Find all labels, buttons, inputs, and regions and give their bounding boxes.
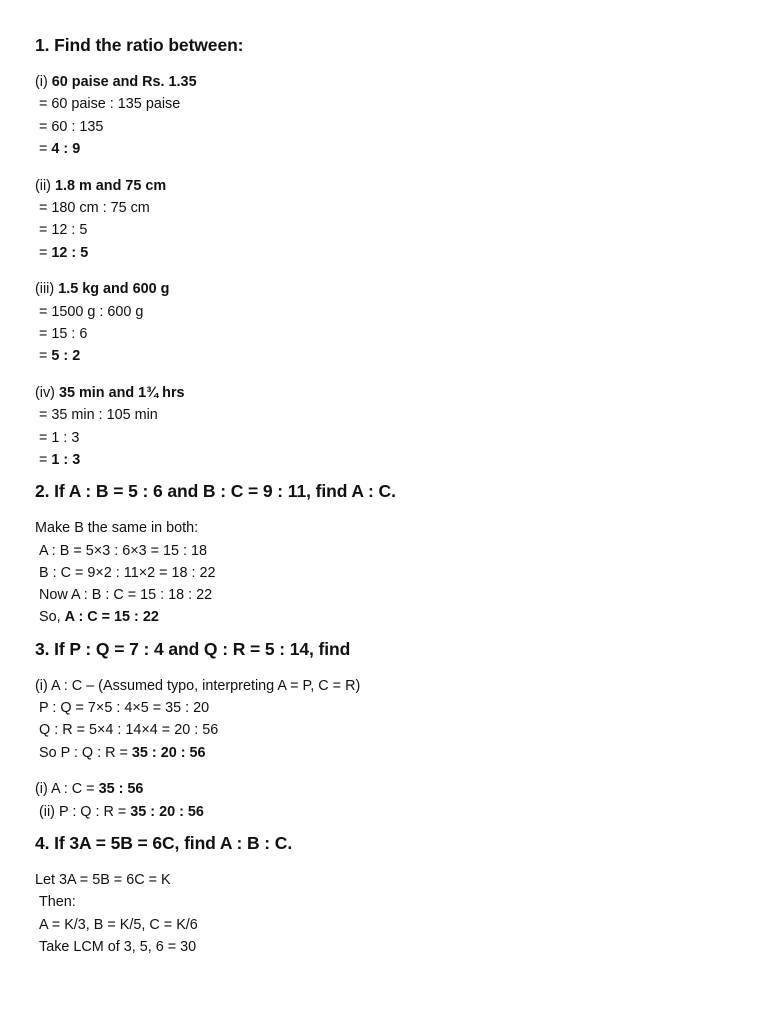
answer-prefix: = bbox=[39, 451, 52, 468]
part-heading-text: 60 paise and Rs. 1.35 bbox=[51, 74, 197, 90]
solution-step: = 12 : 5 bbox=[39, 222, 88, 239]
worksheet bbox=[35, 33, 735, 958]
result-value: 35 : 20 : 56 bbox=[130, 803, 204, 820]
part-label: (ii) bbox=[35, 177, 55, 194]
answer: 12 : 5 bbox=[51, 244, 89, 261]
solution-step: Take LCM of 3, 5, 6 = 30 bbox=[39, 938, 197, 955]
result-prefix: (i) A : C = bbox=[35, 781, 99, 798]
question-4-title: 4. If 3A = 5B = 6C, find A : B : C. bbox=[35, 833, 293, 854]
result-value: 35 : 56 bbox=[98, 781, 144, 798]
solution-step: P : Q = 7×5 : 4×5 = 35 : 20 bbox=[39, 700, 210, 717]
solution-step: = 15 : 6 bbox=[39, 325, 88, 342]
part-label: (iii) bbox=[35, 281, 59, 298]
q1-part-iv bbox=[35, 382, 735, 471]
solution-step: = 60 : 135 bbox=[39, 118, 104, 135]
part-heading bbox=[35, 175, 735, 197]
answer-line bbox=[35, 742, 735, 764]
answer-prefix: = bbox=[39, 140, 52, 157]
answer-line bbox=[35, 449, 735, 471]
q4-solution bbox=[35, 869, 735, 958]
q1-part-i bbox=[35, 71, 735, 160]
q3-solution bbox=[35, 675, 735, 764]
answer: 4 : 9 bbox=[51, 140, 81, 157]
q1-part-ii bbox=[35, 175, 735, 264]
answer-line bbox=[35, 345, 735, 367]
solution-intro: Make B the same in both: bbox=[35, 520, 199, 537]
solution-intro: (i) A : C – (Assumed typo, interpreting A = P, C = R) bbox=[35, 677, 361, 694]
answer-prefix: = bbox=[39, 348, 52, 365]
answer: A : C = 15 : 22 bbox=[64, 609, 159, 626]
solution-step: = 1 : 3 bbox=[39, 429, 80, 446]
question-1-title: 1. Find the ratio between: bbox=[35, 35, 244, 55]
answer-prefix: So, bbox=[39, 609, 65, 626]
answer-line bbox=[35, 138, 735, 160]
part-label: (i) bbox=[35, 74, 52, 90]
answer-line bbox=[35, 606, 735, 628]
solution-step: = 1500 g : 600 g bbox=[39, 303, 144, 320]
q3-results bbox=[35, 778, 735, 823]
part-heading-text: 1.8 m and 75 cm bbox=[54, 177, 167, 194]
solution-step: B : C = 9×2 : 11×2 = 18 : 22 bbox=[39, 564, 216, 581]
part-heading bbox=[35, 382, 735, 404]
solution-step: A = K/3, B = K/5, C = K/6 bbox=[39, 916, 198, 933]
solution-step: Then: bbox=[39, 894, 76, 911]
answer-prefix: So P : Q : R = bbox=[39, 744, 132, 761]
solution-step: Now A : B : C = 15 : 18 : 22 bbox=[39, 587, 213, 604]
part-label: (iv) bbox=[35, 385, 59, 402]
solution-step: = 180 cm : 75 cm bbox=[39, 199, 150, 216]
answer: 1 : 3 bbox=[51, 451, 81, 468]
solution-step: A : B = 5×3 : 6×3 = 15 : 18 bbox=[39, 542, 208, 559]
question-3-title: 3. If P : Q = 7 : 4 and Q : R = 5 : 14, find bbox=[35, 638, 351, 659]
q1-part-iii bbox=[35, 278, 735, 367]
result-line bbox=[35, 801, 735, 823]
answer-line bbox=[35, 242, 735, 264]
part-heading-text: 1.5 kg and 600 g bbox=[58, 281, 170, 298]
solution-step: = 35 min : 105 min bbox=[39, 407, 158, 424]
answer: 35 : 20 : 56 bbox=[131, 744, 206, 761]
solution-step: = 60 paise : 135 paise bbox=[39, 96, 181, 113]
result-line bbox=[35, 778, 735, 800]
solution-step: Q : R = 5×4 : 14×4 = 20 : 56 bbox=[39, 722, 219, 739]
question-2-title: 2. If A : B = 5 : 6 and B : C = 9 : 11, find A : C. bbox=[35, 481, 396, 502]
answer: 5 : 2 bbox=[51, 348, 81, 365]
solution-intro: Let 3A = 5B = 6C = K bbox=[35, 872, 171, 889]
q2-solution bbox=[35, 517, 735, 628]
result-prefix: (ii) P : Q : R = bbox=[39, 803, 131, 820]
part-heading-text: 35 min and 1¾ hrs bbox=[58, 385, 185, 402]
answer-prefix: = bbox=[39, 244, 52, 261]
part-heading bbox=[35, 71, 735, 93]
part-heading bbox=[35, 278, 735, 300]
